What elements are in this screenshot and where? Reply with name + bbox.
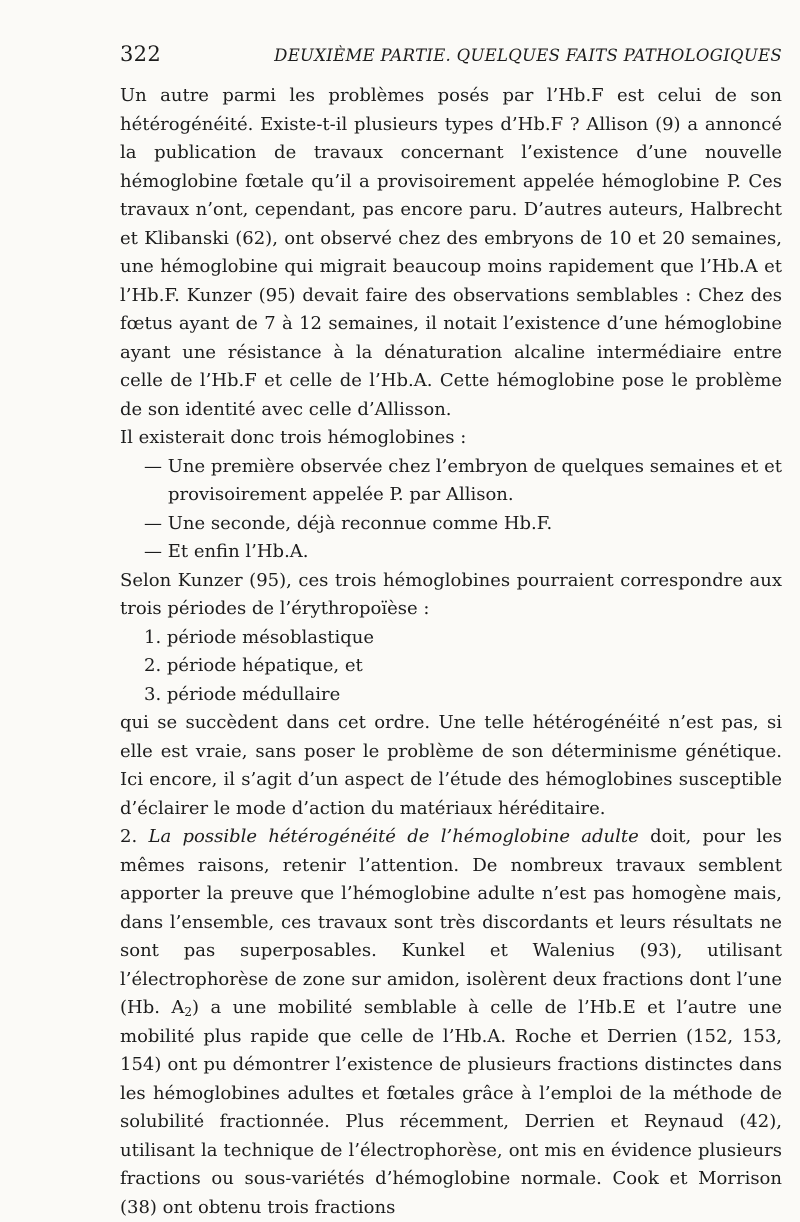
paragraph [120,823,782,1222]
paragraph: Il existerait donc trois hémoglobines : [120,427,467,448]
list-item: 1. période mésoblastique [144,626,374,648]
section-number: 2. [120,826,138,847]
section-title: La possible hétérogénéité de l’hémoglobine adulte [148,826,639,847]
paragraph-text: doit, pour les mêmes raisons, retenir l’attention. De nombreux travaux semblent apporter la preuve que l’hémoglobine adulte n’est pas homogène mais, dans l’ensemble, ces travaux sont très discordants et leurs résultats ne sont pas superposables. Kunkel et Walenius (93), utilisant l’électrophorèse de zone sur amidon, isolèrent deux fractions dont l’une (Hb. A [120,826,782,1018]
paragraph: Selon Kunzer (95), ces trois hémoglobines pourraient correspondre aux trois périodes de l’érythropoïèse : [120,569,782,619]
subscript: 2 [184,1005,193,1019]
list-item: 3. période médullaire [144,683,341,705]
list-item: — Une première observée chez l’embryon de quelques semaines et et provisoirement appelée P. par Allison. [144,455,782,505]
paragraph: Un autre parmi les problèmes posés par l’Hb.F est celui de son hétérogénéité. Existe-t-il plusieurs types d’Hb.F ? Allison (9) a annoncé la publication de travaux concernant l’existence d’une nouvelle hémoglobine fœtale qu’il a provisoirement appelée hémoglobine P. Ces travaux n’ont, cependant, pas encore paru. D’autres auteurs, Halbrecht et Klibanski (62), ont observé chez des embryons de 10 et 20 semaines, une hémoglobine qui migrait beaucoup moins rapidement que l’Hb.A et l’Hb.F. Kunzer (95) devait faire des observations semblables : Chez des fœtus ayant de 7 à 12 semaines, il notait l’existence d’une hémoglobine ayant une résistance à la dénaturation alcaline intermédiaire entre celle de l’Hb.F et celle de l’Hb.A. Cette hémoglobine pose le problème de son identité avec celle d’Allisson. [120,85,782,420]
page-header [120,42,782,72]
list-item: — Une seconde, déjà reconnue comme Hb.F. [144,512,553,534]
page-number: 322 [120,42,161,66]
running-title: DEUXIÈME PARTIE. QUELQUES FAITS PATHOLOGIQUES [274,46,782,65]
list-item: — Et enfin l’Hb.A. [144,541,309,562]
paragraph: qui se succèdent dans cet ordre. Une telle hétérogénéité n’est pas, si elle est vraie, sans poser le problème de son déterminisme génétique. Ici encore, il s’agit d’un aspect de l’étude des hémoglobines susceptible d’éclairer le mode d’action du matériaux héréditaire. [120,712,782,819]
paragraph-text: ) a une mobilité semblable à celle de l’Hb.E et l’autre une mobilité plus rapide que celle de l’Hb.A. Roche et Derrien (152, 153, 154) ont pu démontrer l’existence de plusieurs fractions distinctes dans les hémoglobines adultes et fœtales grâce à l’emploi de la méthode de solubilité fractionnée. Plus récemment, Derrien et Reynaud (42), utilisant la technique de l’électrophorèse, ont mis en évidence plusieurs fractions ou sous-variétés d’hémoglobine normale. Cook et Morrison (38) ont obtenu trois fractions [120,997,782,1218]
list-item: 2. période hépatique, et [144,655,363,676]
body-text [120,82,782,1222]
